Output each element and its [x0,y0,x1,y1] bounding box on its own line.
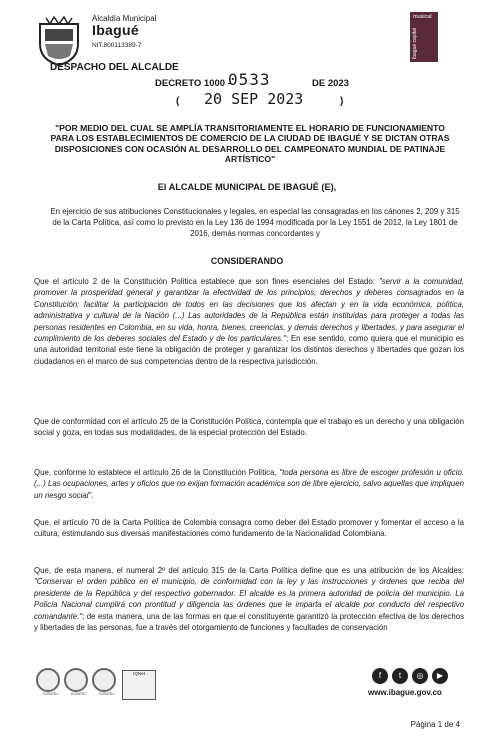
p1-rest: ; En ese sentido, como quiera que el municipio es una autoridad territorial este tiene la obligación de proteger y garantizar los distintos derechos y libertades que gozan los ciudadanos en el marco de sus competencias dentro de la respectiva jurisdicción. [34,334,464,366]
certification-seal-3: ICONTEC [92,668,122,696]
decree-title: "POR MEDIO DEL CUAL SE AMPLÍA TRANSITORIAMENTE EL HORARIO DE FUNCIONAMIENTO PARA LOS ESTABLECIMIENTOS DE COMERCIO DE LA CIUDAD DE IBAGUÉ Y SE DICTAN OTRAS DISPOSICIONES CON OCASIÓN AL DESARROLLO DEL CAMPEONATO MUNDIAL DE PATINAJE ARTÍSTICO" [50,123,450,165]
decree-label: DECRETO 1000 - [155,78,231,89]
paragraph-article-2 [34,276,464,367]
date-paren-open: ( [176,96,180,107]
p5-rest: ; de esta manera, una de las formas en que el constituyente garantizó la protección efectiva de los derechos y libertades de las personas, fue a través del otorgamiento de funciones y facultades de conservación [34,611,464,633]
header-nit: NIT.800113389-7 [92,42,142,49]
p1-intro: Que el artículo 2 de la Constitución Política establece que son fines esenciales del Estado: [34,277,379,286]
logo-word: musical [413,14,432,20]
p1-quote: "servir a la comunidad, promover la prosperidad general y garantizar la efectividad de los principios, derechos y deberes consagrados en la Constitución; facilitar la participación de todos en las decisiones que los afectan y en la vida económica, política, administrativa y cultural de la Nación (...) Las autoridades de la República están instituidas para proteger a todas las personas residentes en Colombia, en su vida, honra, bienes, creencias, y demás derechos y libertades, y para asegurar el cumplimiento de los deberes sociales del Estado y de los particulares." [34,277,464,344]
page-number: Página 1 de 4 [410,720,460,729]
p3-quote: "toda persona es libre de escoger profesión u oficio. (...) Las ocupaciones, artes y oficios que no exijan formación académica son de libre ejercicio, salvo aquellas que impliquen un riesgo social" [34,468,464,500]
certification-seal-2: ICONTEC [64,668,94,696]
decree-year: DE 2023 [312,78,349,89]
instagram-icon[interactable]: ◎ [412,668,428,684]
decree-number-stamp: 0533 [228,70,271,89]
paragraph-article-70: Que, el artículo 70 de la Carta Política de Colombia consagra como deber del Estado promover y fomentar el acceso a la cultura, estimulando sus diversas manifestaciones como fundamento de la Nacionalidad Colombiana. [34,518,464,539]
paragraph-article-315 [34,565,464,633]
iqnet-seal: IQNet [122,670,156,700]
mayor-heading: El ALCALDE MUNICIPAL DE IBAGUÉ (E), [157,182,337,192]
p5-quote: "Conservar el orden público en el municipio, de conformidad con la ley y las instrucciones y órdenes que reciba del presidente de la República y del respectivo gobernador. El alcalde es la primera autoridad de policía del municipio. La Policía Nacional cumplirá con prontitud y diligencia las órdenes que le imparta el alcalde por conducto del respectivo comandante." [34,577,464,621]
facebook-icon[interactable]: f [372,668,388,684]
p3-rest: . [91,490,94,500]
ibague-coat-of-arms [36,14,82,66]
preamble-paragraph: En ejercicio de sus atribuciones Constitucionales y legales, en especial las consagradas en los cánones 2, 209 y 315 de la Carta Política, así como lo previsto en la Ley 136 de 1994 modificada por la Ley 1551 de 2012, la Ley 1801 de 2016, demás normas concordantes y [50,207,460,239]
certification-seal-1: ICONTEC [36,668,66,696]
musical-capital-logo [410,12,438,62]
p3-intro: Que, conforme lo establece el artículo 26 de la Constitución Política, [34,468,280,477]
logo-side-text: Ibagué capital [412,28,418,60]
considerando-heading: CONSIDERANDO [210,256,284,266]
youtube-icon[interactable]: ▶ [432,668,448,684]
paragraph-article-25: Que de conformidad con el artículo 25 de la Constitución Política, contempla que el trabajo es un derecho y una obligación social y goza, en todas sus modalidades, de la especial protección del Estado. [34,417,464,438]
header-city: Ibagué [92,22,139,38]
twitter-icon[interactable]: t [392,668,408,684]
decree-date-stamp: 20 SEP 2023 [204,90,304,108]
website-link[interactable]: www.ibague.gov.co [368,688,442,697]
date-paren-close: ) [340,96,344,107]
paragraph-article-26 [34,467,464,501]
header-institution: Alcaldía Municipal [92,14,157,23]
p5-intro: Que, de esta manera, el numeral 2º del artículo 315 de la Carta Política define que es una atribución de los Alcaldes: [34,566,464,575]
despacho-heading: DESPACHO DEL ALCALDE [50,62,179,73]
